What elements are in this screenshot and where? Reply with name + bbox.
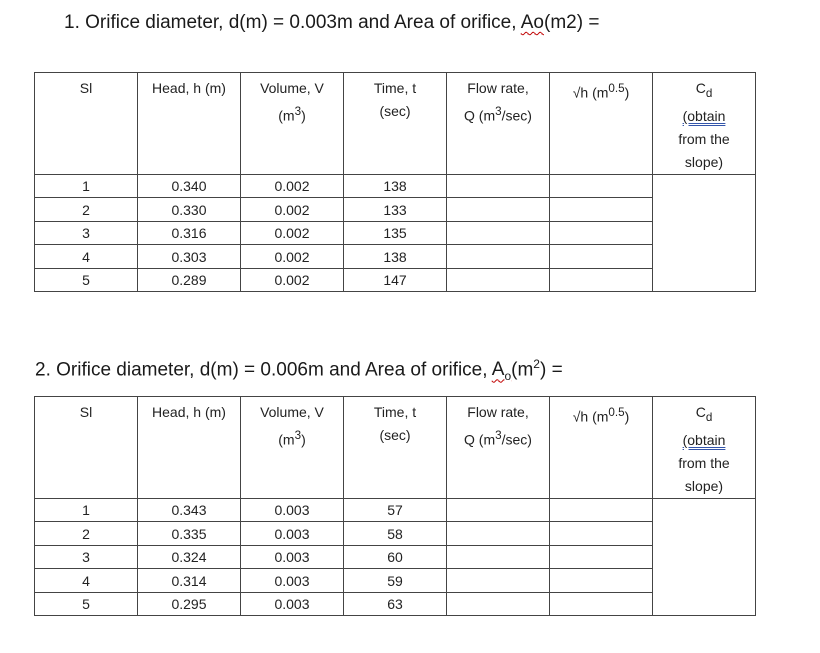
- col-flow-header: Flow rate, Q $(m^3/\sec)$: [447, 397, 550, 499]
- cd-cell[interactable]: [653, 498, 756, 616]
- header-row: [35, 73, 756, 175]
- head-cell: 0.343: [138, 498, 241, 522]
- sl-cell: 5: [35, 592, 138, 616]
- table-row: [35, 174, 756, 198]
- head-cell: 0.340: [138, 174, 241, 198]
- sqrt-h-cell[interactable]: [550, 545, 653, 569]
- col-flow-header: Flow rate, Q $(m^3/\sec)$: [447, 73, 550, 175]
- area-symbol: Ao: [520, 12, 544, 33]
- col-head-header: Head, h (m): [138, 397, 241, 499]
- time-cell: 58: [344, 522, 447, 546]
- time-cell: 135: [344, 221, 447, 245]
- table-row: [35, 221, 756, 245]
- flow-rate-cell[interactable]: [447, 569, 550, 593]
- sqrt-h-cell[interactable]: [550, 592, 653, 616]
- table-row: [35, 569, 756, 593]
- table-row: [35, 268, 756, 292]
- head-cell: 0.335: [138, 522, 241, 546]
- sqrt-h-cell[interactable]: [550, 221, 653, 245]
- volume-cell: 0.003: [241, 545, 344, 569]
- sl-cell: 4: [35, 245, 138, 269]
- table-row: [35, 592, 756, 616]
- flow-rate-cell[interactable]: [447, 198, 550, 222]
- head-cell: 0.330: [138, 198, 241, 222]
- volume-cell: 0.002: [241, 245, 344, 269]
- volume-cell: 0.002: [241, 174, 344, 198]
- table-row: [35, 498, 756, 522]
- volume-cell: 0.003: [241, 522, 344, 546]
- data-table-2: [34, 396, 756, 616]
- section-2-heading: 2. Orifice diameter, d(m) = 0.006m and Area of orifice, $A_o(m^2)$ =: [35, 357, 563, 384]
- col-time-header: Time, t (sec): [344, 397, 447, 499]
- head-cell: 0.314: [138, 569, 241, 593]
- flow-rate-cell[interactable]: [447, 245, 550, 269]
- head-cell: 0.289: [138, 268, 241, 292]
- col-sl-header: Sl: [35, 73, 138, 175]
- time-cell: 138: [344, 174, 447, 198]
- table-row: [35, 522, 756, 546]
- table-row: [35, 198, 756, 222]
- flow-rate-cell[interactable]: [447, 522, 550, 546]
- flow-rate-cell[interactable]: [447, 592, 550, 616]
- sqrt-h-cell[interactable]: [550, 522, 653, 546]
- head-cell: 0.316: [138, 221, 241, 245]
- sqrt-h-cell[interactable]: [550, 498, 653, 522]
- col-sqrt-h-header: √h $(m^{0.5})$: [550, 397, 653, 499]
- sqrt-h-cell[interactable]: [550, 268, 653, 292]
- flow-rate-cell[interactable]: [447, 268, 550, 292]
- sl-cell: 4: [35, 569, 138, 593]
- time-cell: 147: [344, 268, 447, 292]
- flow-rate-cell[interactable]: [447, 498, 550, 522]
- sl-cell: 2: [35, 522, 138, 546]
- table-row: [35, 545, 756, 569]
- time-cell: 59: [344, 569, 447, 593]
- col-volume-header: Volume, V $(m^3)$: [241, 73, 344, 175]
- col-cd-header: $C_d$ (obtain from the slope): [653, 397, 756, 499]
- volume-cell: 0.002: [241, 221, 344, 245]
- volume-cell: 0.002: [241, 198, 344, 222]
- head-cell: 0.295: [138, 592, 241, 616]
- cd-cell[interactable]: [653, 174, 756, 292]
- head-cell: 0.303: [138, 245, 241, 269]
- volume-cell: 0.002: [241, 268, 344, 292]
- time-cell: 138: [344, 245, 447, 269]
- time-cell: 57: [344, 498, 447, 522]
- time-cell: 60: [344, 545, 447, 569]
- data-table-1: [34, 72, 756, 292]
- col-sqrt-h-header: √h $(m^{0.5})$: [550, 73, 653, 175]
- sl-cell: 3: [35, 545, 138, 569]
- sl-cell: 3: [35, 221, 138, 245]
- col-time-header: Time, t (sec): [344, 73, 447, 175]
- flow-rate-cell[interactable]: [447, 545, 550, 569]
- col-sl-header: Sl: [35, 397, 138, 499]
- sqrt-h-cell[interactable]: [550, 245, 653, 269]
- col-head-header: Head, h (m): [138, 73, 241, 175]
- sl-cell: 2: [35, 198, 138, 222]
- header-row: [35, 397, 756, 499]
- head-cell: 0.324: [138, 545, 241, 569]
- section-1-heading: 1. Orifice diameter, d(m) = 0.003m and Area of orifice, Ao(m2) =: [64, 12, 600, 33]
- sl-cell: 1: [35, 174, 138, 198]
- col-cd-header: $C_d$ (obtain from the slope): [653, 73, 756, 175]
- sqrt-h-cell[interactable]: [550, 174, 653, 198]
- volume-cell: 0.003: [241, 592, 344, 616]
- area-symbol: $A_o$: [491, 359, 512, 384]
- sl-cell: 1: [35, 498, 138, 522]
- time-cell: 63: [344, 592, 447, 616]
- volume-cell: 0.003: [241, 569, 344, 593]
- sqrt-h-cell[interactable]: [550, 569, 653, 593]
- flow-rate-cell[interactable]: [447, 221, 550, 245]
- sl-cell: 5: [35, 268, 138, 292]
- volume-cell: 0.003: [241, 498, 344, 522]
- table-row: [35, 245, 756, 269]
- sqrt-h-cell[interactable]: [550, 198, 653, 222]
- col-volume-header: Volume, V $(m^3)$: [241, 397, 344, 499]
- time-cell: 133: [344, 198, 447, 222]
- flow-rate-cell[interactable]: [447, 174, 550, 198]
